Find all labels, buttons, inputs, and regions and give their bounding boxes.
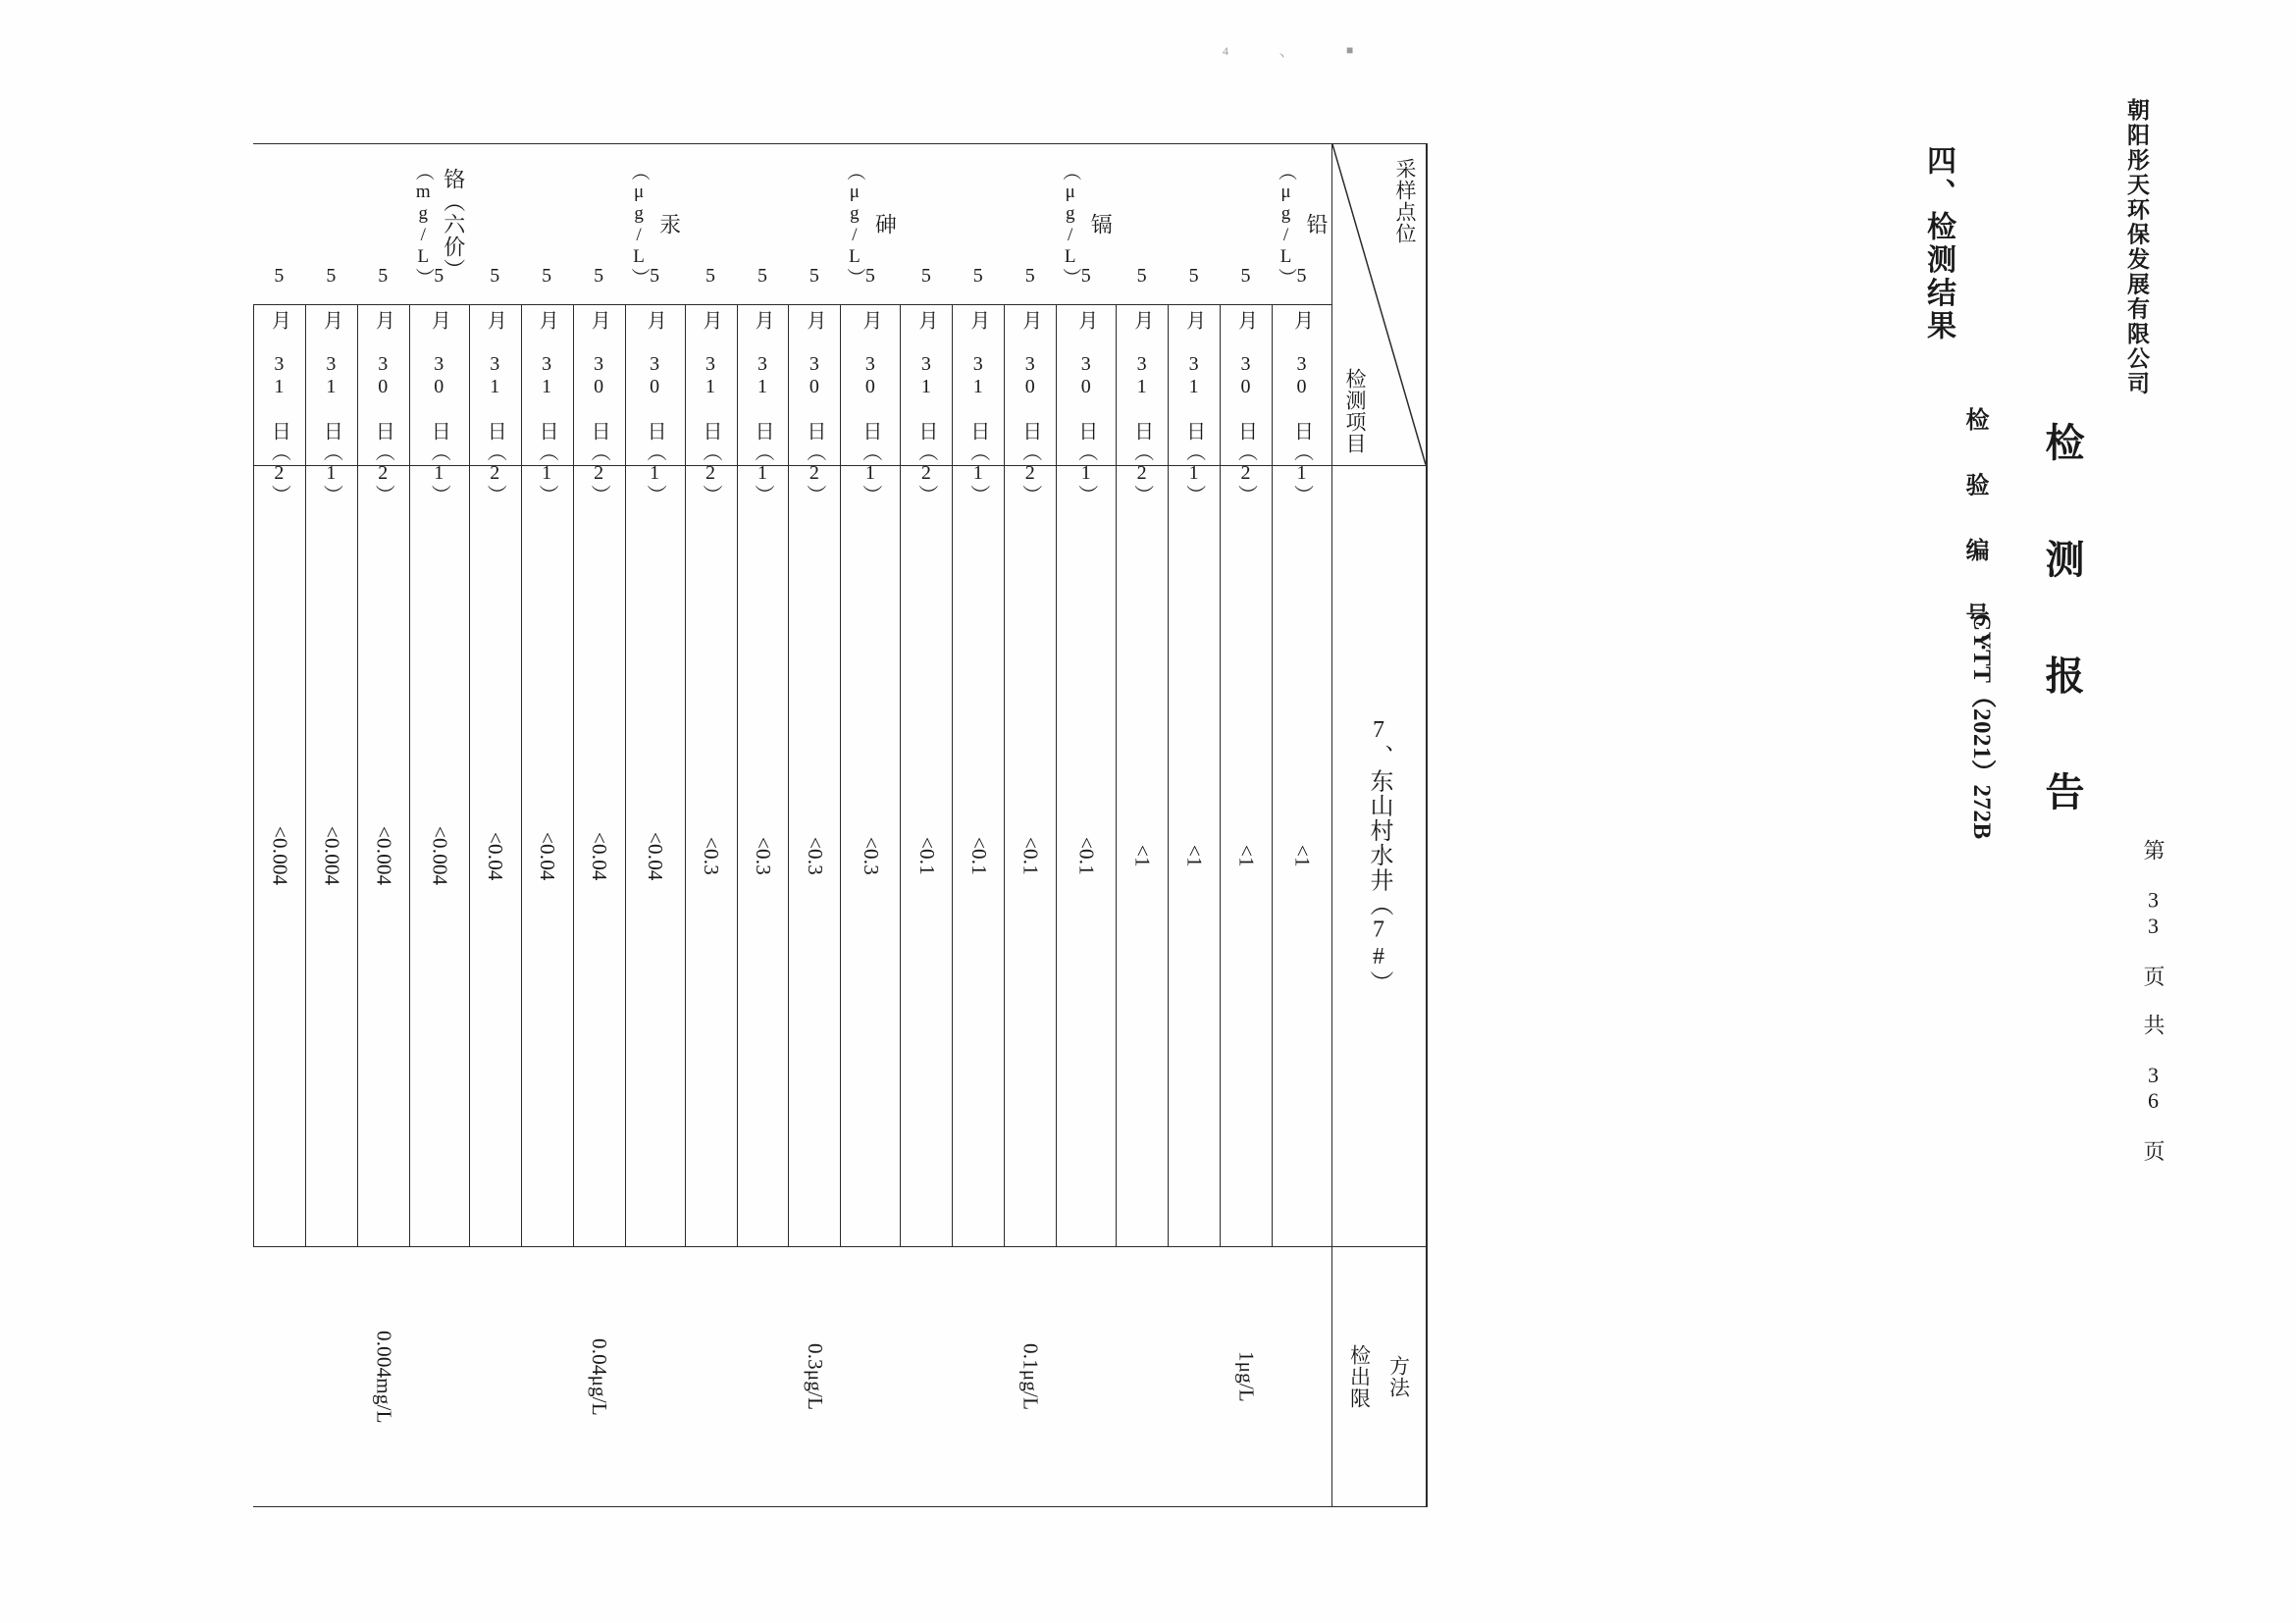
result-value: <1 [1290,845,1315,867]
result-cell [1169,466,1220,1248]
merged-cell-cover [252,1247,255,1506]
result-value: <0.004 [428,826,452,886]
merged-cell-cover [1003,144,1006,304]
merged-cell-cover [787,1247,790,1506]
merged-cell-cover [1219,144,1222,304]
result-value: <0.04 [644,831,668,881]
results-table-container [253,143,1428,1507]
sampling-time-cell [358,264,409,505]
sampling-time-value: 5 月 30 日（1） [859,264,881,505]
table-row [789,144,841,1506]
sampling-time-value: 5 月 30 日（1） [644,264,666,505]
sampling-time-value: 5 月 30 日（2） [1234,264,1257,505]
merged-cell-cover [1055,144,1058,304]
merged-cell-cover [408,1247,411,1506]
sampling-time-cell [789,264,840,505]
result-column-header-text: 7、东山村水井（7#） [1366,716,1391,996]
sampling-time-value: 5 月 31 日（1） [1182,264,1205,505]
detection-limit-cell [306,1247,357,1506]
result-value: <0.3 [803,836,827,875]
detection-limit-cell [1221,1247,1272,1506]
result-value: <0.3 [859,836,883,875]
result-cell [901,466,952,1248]
result-cell [1117,466,1168,1248]
sampling-time-cell [574,264,625,505]
report-number-value: CYTT（2021）272B [1968,613,1995,840]
method-label: 方法 [1386,1355,1411,1399]
sampling-time-cell [1273,264,1331,505]
result-value: <1 [1182,845,1207,867]
sampling-time-value: 5 月 30 日（2） [1018,264,1041,505]
result-value: <0.1 [1018,836,1043,875]
result-value: <0.04 [536,831,560,881]
detection-limit-cell [738,1247,789,1506]
page-number: 第 33 页 共 36 页 [2141,839,2166,1164]
sampling-time-value: 5 月 31 日（2） [700,264,722,505]
detection-limit-cell [574,1247,625,1506]
table-row [410,144,470,1506]
sampling-time-cell [470,264,521,505]
merged-cell-cover [1167,144,1170,304]
result-value: <0.04 [484,831,508,881]
sampling-time-cell [841,264,900,505]
merged-cell-cover [1003,1247,1006,1506]
detection-limit-cell [522,1247,573,1506]
merged-cell-cover [624,1247,627,1506]
detection-limit-value: 0.004mg/L [372,1330,396,1424]
merged-cell-cover [356,144,359,304]
merged-cell-cover [839,1247,842,1506]
report-number-label: 检 验 编 号： [1961,407,1987,666]
table-row [686,144,738,1506]
merged-cell-cover [408,144,411,304]
result-cell [410,466,469,1248]
result-cell [1057,466,1116,1248]
result-value: <0.004 [268,826,292,886]
sampling-time-value: 5 月 30 日（1） [428,264,450,505]
sampling-time-cell [1005,264,1056,505]
table-row [1057,144,1117,1506]
detection-limit-cell [686,1247,737,1506]
merged-cell-cover [1271,144,1274,304]
result-cell [738,466,789,1248]
sampling-time-cell [1117,264,1168,505]
sampling-time-value: 5 月 31 日（1） [320,264,342,505]
merged-cell-cover [839,144,842,304]
result-value: <0.1 [1074,836,1099,875]
result-cell [686,466,737,1248]
result-cell [522,466,573,1248]
page-title: 检 测 报 告 [2040,422,2084,827]
sampling-time-cell [1221,264,1272,505]
sampling-time-cell [254,264,305,505]
detection-limit-cell [901,1247,952,1506]
table-row [738,144,790,1506]
merged-cell-cover [1055,1247,1058,1506]
merged-cell-cover [1271,1247,1274,1506]
table-row [574,144,626,1506]
result-cell [306,466,357,1248]
analyte-name: 铬（六价） [441,167,466,282]
detection-limit-label: 检出限 [1347,1344,1372,1410]
sampling-time-cell [1057,264,1116,505]
sampling-time-value: 5 月 31 日（1） [536,264,558,505]
sampling-time-cell [410,264,469,505]
detection-limit-cell [626,1247,685,1506]
detection-limit-cell [410,1247,469,1506]
merged-cell-cover [572,144,575,304]
table-row [1221,144,1273,1506]
analyte-unit: （μg/L） [1276,161,1296,288]
company-name: 朝阳彤天环保发展有限公司 [2124,98,2149,396]
sampling-time-value: 5 月 31 日（2） [1130,264,1153,505]
result-cell [953,466,1004,1248]
sampling-time-cell [953,264,1004,505]
result-column-header [1332,466,1426,1248]
result-value: <0.004 [320,826,344,886]
table-corner-cell [1332,144,1426,466]
result-cell [841,466,900,1248]
detection-limit-cell [470,1247,521,1506]
sampling-time-value: 5 月 31 日（1） [751,264,773,505]
table-row [358,144,410,1506]
result-value: <1 [1234,845,1259,867]
detection-limit-cell [1117,1247,1168,1506]
merged-cell-cover [1219,1247,1222,1506]
scan-mark-1: 4 [1223,44,1228,58]
table-row [841,144,901,1506]
detection-limit-cell [1169,1247,1220,1506]
result-cell [574,466,625,1248]
result-value: <1 [1130,845,1155,867]
section-heading: 四、检测结果 [1922,145,1955,343]
analyte-unit: （μg/L） [844,161,865,288]
sampling-time-cell [306,264,357,505]
table-row [1117,144,1169,1506]
detection-limit-cell [1005,1247,1056,1506]
result-cell [470,466,521,1248]
detection-limit-cell [953,1247,1004,1506]
detection-limit-cell [1273,1247,1331,1506]
result-cell [789,466,840,1248]
result-cell [1273,466,1331,1248]
merged-cell-cover [520,144,523,304]
result-value: <0.3 [751,836,775,875]
detection-limit-value: 1μg/L [1234,1351,1259,1403]
sampling-time-value: 5 月 30 日（1） [1074,264,1097,505]
merged-cell-cover [951,144,954,304]
table-row [1273,144,1332,1506]
table-row [254,144,306,1506]
analyte-name: 镉 [1088,212,1114,236]
result-cell [626,466,685,1248]
detection-limit-value: 0.1μg/L [1018,1343,1043,1411]
detection-limit-cell [841,1247,900,1506]
detection-limit-value: 0.04μg/L [588,1337,612,1416]
detection-limit-cell [1057,1247,1116,1506]
sampling-time-cell [1169,264,1220,505]
test-item-label: 检测项目 [1343,368,1367,455]
analyte-name: 铅 [1304,212,1329,236]
table-header-strip [1332,144,1427,1506]
sampling-time-cell [901,264,952,505]
sampling-time-value: 5 月 31 日（2） [914,264,937,505]
table-row [901,144,953,1506]
merged-cell-cover [356,1247,359,1506]
merged-cell-cover [624,144,627,304]
sampling-time-cell [522,264,573,505]
sampling-time-cell [626,264,685,505]
results-grid [253,143,1428,1507]
sampling-time-value: 5 月 30 日（2） [803,264,825,505]
sampling-time-value: 5 月 30 日（2） [588,264,610,505]
detection-limit-value: 0.3μg/L [803,1343,827,1411]
sampling-time-value: 5 月 31 日（1） [966,264,989,505]
result-cell [358,466,409,1248]
sampling-time-value: 5 月 30 日（2） [372,264,394,505]
detection-limit-cell [254,1247,305,1506]
result-cell [1005,466,1056,1248]
sampling-time-cell [686,264,737,505]
table-row [953,144,1005,1506]
table-row [470,144,522,1506]
method-column-header [1332,1247,1426,1506]
result-value: <0.1 [966,836,991,875]
sampling-time-cell [738,264,789,505]
analyte-unit: （μg/L） [628,161,650,288]
sampling-point-label: 采样点位 [1393,158,1417,245]
table-row [522,144,574,1506]
table-row [626,144,686,1506]
merged-cell-cover [736,144,739,304]
result-value: <0.3 [700,836,724,875]
scan-mark-2: 丶 [1276,49,1288,63]
detection-limit-cell [789,1247,840,1506]
sampling-time-value: 5 月 31 日（2） [484,264,506,505]
analyte-name: 砷 [872,212,898,236]
analyte-unit: （mg/L） [412,161,434,288]
merged-cell-cover [787,144,790,304]
merged-cell-cover [572,1247,575,1506]
result-cell [1221,466,1272,1248]
detection-limit-cell [358,1247,409,1506]
sampling-time-value: 5 月 31 日（2） [268,264,290,505]
sampling-time-value: 5 月 30 日（1） [1290,264,1313,505]
result-value: <0.004 [372,826,396,886]
merged-cell-cover [252,144,255,304]
table-row [306,144,358,1506]
analyte-name: 汞 [656,212,682,236]
analyte-unit: （μg/L） [1060,161,1081,288]
result-value: <0.04 [588,831,612,881]
table-row [1005,144,1057,1506]
table-row [1169,144,1221,1506]
scan-mark-3: ■ [1346,43,1354,57]
result-cell [254,466,305,1248]
merged-cell-cover [304,144,307,304]
result-value: <0.1 [914,836,939,875]
